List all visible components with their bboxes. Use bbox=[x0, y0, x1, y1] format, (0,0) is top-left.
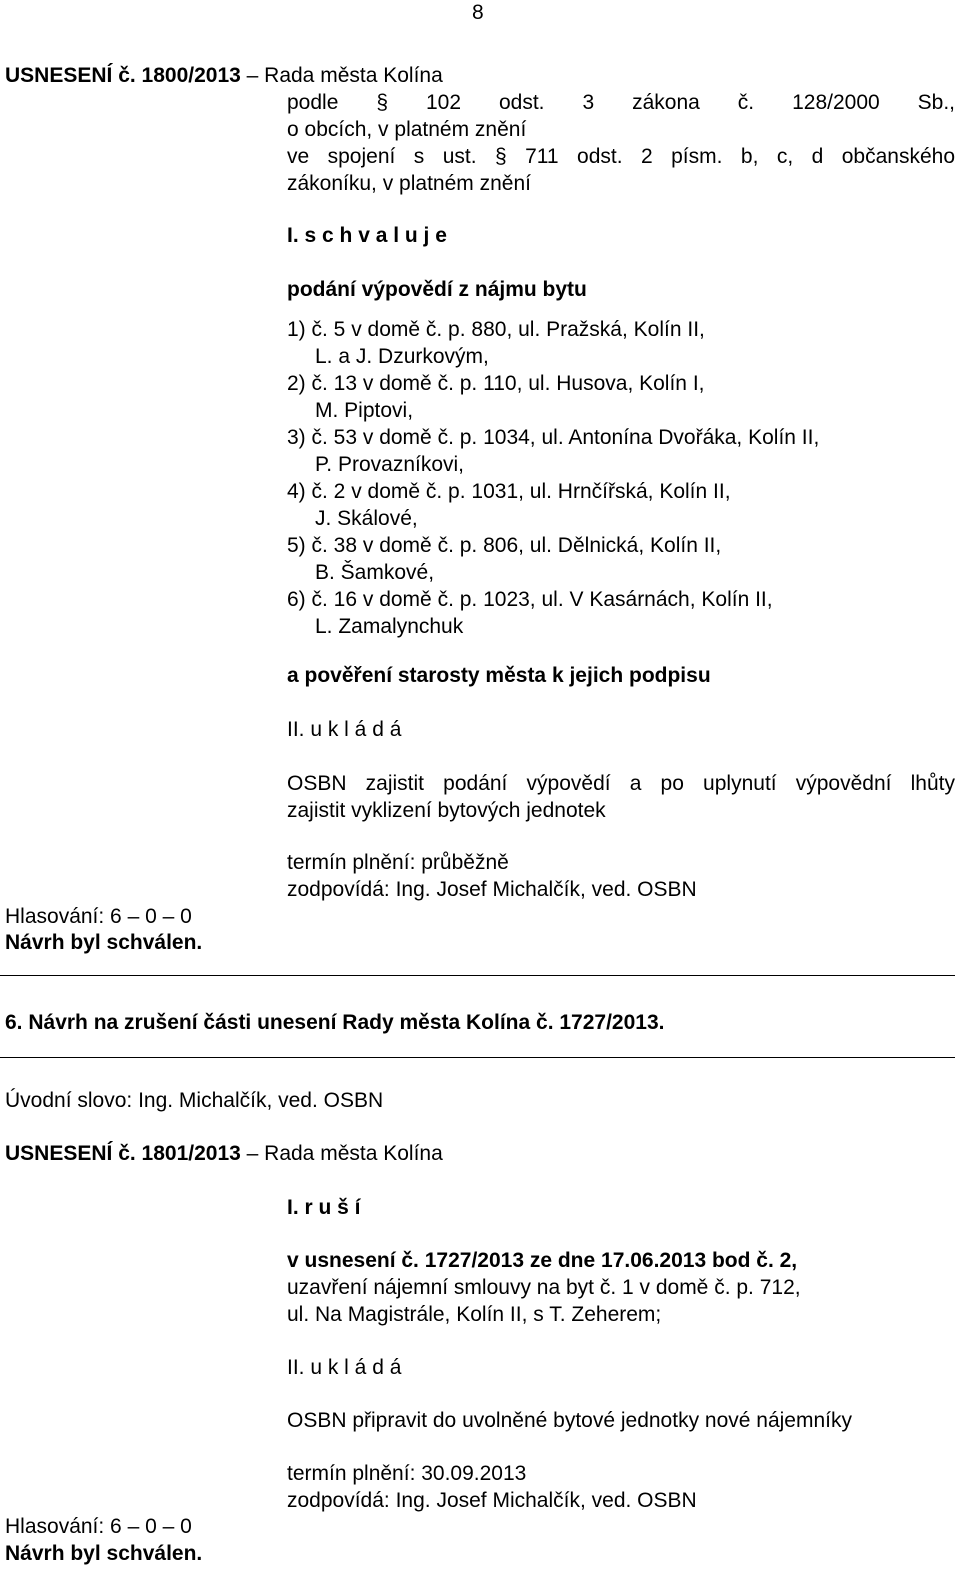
task-line: OSBN zajistit podání výpovědí a po uplynutí výpovědní lhůty bbox=[287, 772, 955, 795]
vote-result: Hlasování: 6 – 0 – 0 bbox=[5, 1515, 192, 1538]
responsible-person: zodpovídá: Ing. Josef Michalčík, ved. OSBN bbox=[287, 1489, 697, 1512]
tenant-name: L. a J. Dzurkovým, bbox=[315, 345, 489, 368]
apartment-item: 2) č. 13 v domě č. p. 110, ul. Husova, Kolín I, bbox=[287, 372, 705, 395]
legal-basis-line: podle § 102 odst. 3 zákona č. 128/2000 Sb., bbox=[287, 91, 955, 114]
task-line: zajistit vyklizení bytových jednotek bbox=[287, 799, 606, 822]
apartment-item: 1) č. 5 v domě č. p. 880, ul. Pražská, Kolín II, bbox=[287, 318, 705, 341]
introductory-speaker: Úvodní slovo: Ing. Michalčík, ved. OSBN bbox=[5, 1089, 384, 1112]
authorization-text: a pověření starosty města k jejich podpisu bbox=[287, 664, 711, 687]
section-title-approves: I. s c h v a l u j e bbox=[287, 224, 447, 247]
divider-line bbox=[0, 975, 955, 976]
section-title-orders: II. u k l á d á bbox=[287, 1356, 402, 1379]
tenant-name: M. Piptovi, bbox=[315, 399, 414, 422]
resolution-subject: podání výpovědí z nájmu bytu bbox=[287, 278, 587, 301]
vote-result: Hlasování: 6 – 0 – 0 bbox=[5, 905, 192, 928]
task-line: OSBN připravit do uvolněné bytové jednotky nové nájemníky bbox=[287, 1409, 852, 1432]
apartment-item: 4) č. 2 v domě č. p. 1031, ul. Hrnčířská, Kolín II, bbox=[287, 480, 731, 503]
agenda-item-title: 6. Návrh na zrušení části unesení Rady města Kolína č. 1727/2013. bbox=[5, 1011, 665, 1034]
reference-detail: uzavření nájemní smlouvy na byt č. 1 v domě č. p. 712, bbox=[287, 1276, 801, 1299]
reference-detail: ul. Na Magistrále, Kolín II, s T. Zeherem; bbox=[287, 1303, 662, 1326]
tenant-name: L. Zamalynchuk bbox=[315, 615, 464, 638]
responsible-person: zodpovídá: Ing. Josef Michalčík, ved. OSBN bbox=[287, 878, 697, 901]
divider-line bbox=[0, 1057, 955, 1058]
resolution-heading bbox=[5, 1141, 443, 1167]
legal-basis-line: zákoníku, v platném znění bbox=[287, 172, 531, 195]
apartment-item: 6) č. 16 v domě č. p. 1023, ul. V Kasárnách, Kolín II, bbox=[287, 588, 773, 611]
section-title-cancels: I. r u š í bbox=[287, 1196, 361, 1219]
apartment-item: 5) č. 38 v domě č. p. 806, ul. Dělnická, Kolín II, bbox=[287, 534, 722, 557]
resolution-heading bbox=[5, 63, 443, 89]
tenant-name: P. Provazníkovi, bbox=[315, 453, 465, 476]
resolution-number: USNESENÍ č. 1800/2013 bbox=[5, 64, 241, 87]
resolution-number: USNESENÍ č. 1801/2013 bbox=[5, 1142, 241, 1165]
section-title-orders: II. u k l á d á bbox=[287, 718, 402, 741]
approval-status: Návrh byl schválen. bbox=[5, 1542, 203, 1565]
approval-status: Návrh byl schválen. bbox=[5, 931, 203, 954]
deadline: termín plnění: průběžně bbox=[287, 851, 509, 874]
resolution-body: – Rada města Kolína bbox=[240, 1142, 443, 1165]
tenant-name: B. Šamkové, bbox=[315, 561, 435, 584]
tenant-name: J. Skálové, bbox=[315, 507, 418, 530]
resolution-body: – Rada města Kolína bbox=[240, 64, 443, 87]
legal-basis-line: ve spojení s ust. § 711 odst. 2 písm. b, c, d občanského bbox=[287, 145, 955, 168]
page-number: 8 bbox=[472, 1, 484, 24]
cancelled-reference: v usnesení č. 1727/2013 ze dne 17.06.2013 bod č. 2, bbox=[287, 1249, 798, 1272]
legal-basis-line: o obcích, v platném znění bbox=[287, 118, 527, 141]
deadline: termín plnění: 30.09.2013 bbox=[287, 1462, 527, 1485]
apartment-item: 3) č. 53 v domě č. p. 1034, ul. Antonína Dvořáka, Kolín II, bbox=[287, 426, 820, 449]
